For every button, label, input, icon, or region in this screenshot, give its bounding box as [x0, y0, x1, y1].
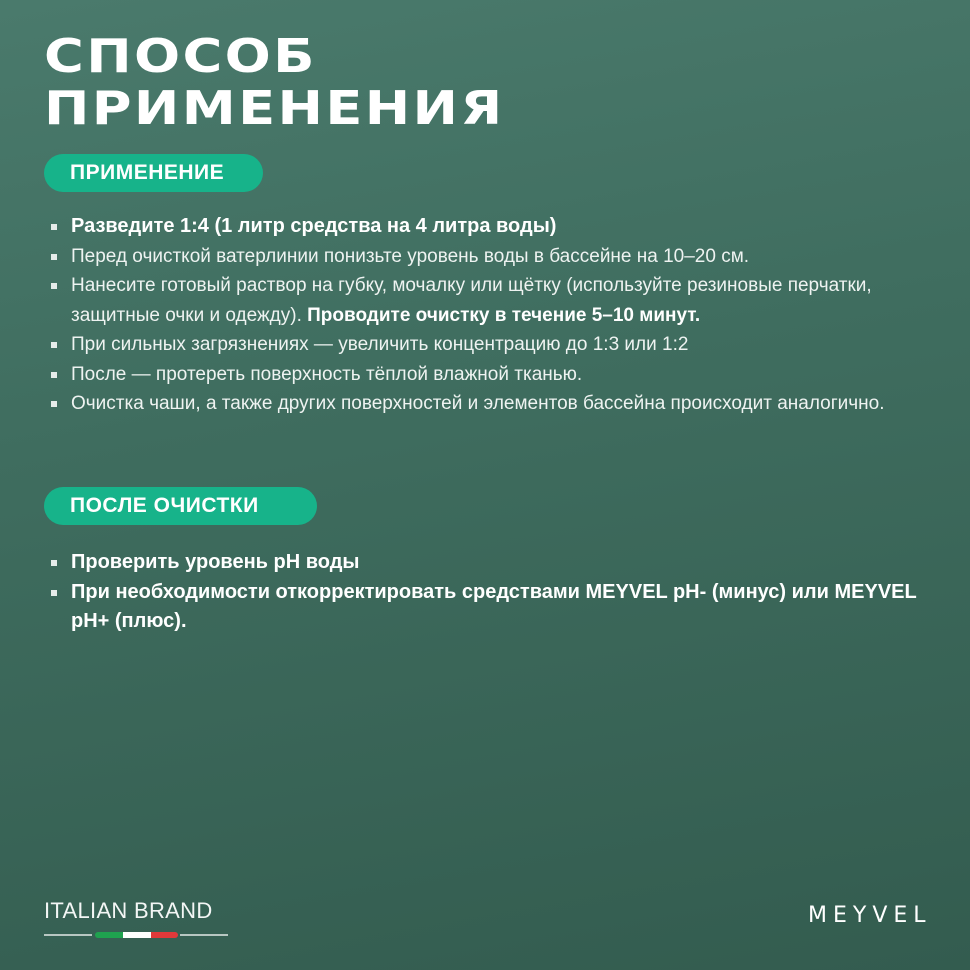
list-item — [48, 271, 928, 330]
italian-brand-badge — [44, 898, 228, 938]
page-title — [44, 30, 504, 134]
meyvel-logo: MEYVEL — [808, 903, 932, 928]
list-item: Разведите 1:4 (1 литр средства на 4 литра воды) — [48, 212, 928, 242]
flag-red-stripe — [151, 932, 178, 938]
list-item-bold-text: Проводите очистку в течение 5–10 минут. — [307, 304, 701, 326]
page-title-line2: ПРИМЕНЕНИЯ — [44, 81, 505, 135]
list-item: После — протереть поверхность тёплой влажной тканью. — [48, 360, 928, 390]
divider-line — [180, 934, 228, 936]
section-label-application: ПРИМЕНЕНИЕ — [44, 154, 263, 192]
list-item: Очистка чаши, а также других поверхностей и элементов бассейна происходит аналогично. — [48, 389, 928, 419]
after-cleaning-list — [48, 548, 928, 637]
list-item: Перед очисткой ватерлинии понизьте уровень воды в бассейне на 10–20 см. — [48, 242, 928, 272]
list-item: Проверить уровень pH воды — [48, 548, 928, 578]
divider-line — [44, 934, 92, 936]
list-item: При сильных загрязнениях — увеличить концентрацию до 1:3 или 1:2 — [48, 330, 928, 360]
italian-brand-text: ITALIAN BRAND — [44, 898, 213, 923]
application-steps-list — [48, 212, 928, 419]
flag-white-stripe — [123, 932, 151, 938]
italian-flag-icon — [44, 932, 228, 938]
list-item-text: Нанесите готовый раствор на губку, мочалку или щётку (используйте резиновые перчатки, защитные очки и одежду). — [71, 275, 872, 326]
flag-green-stripe — [95, 932, 123, 938]
page-title-line1: СПОСОБ — [44, 29, 317, 83]
section-label-after-cleaning: ПОСЛЕ ОЧИСТКИ — [44, 487, 317, 525]
list-item: При необходимости откорректировать средствами MEYVEL pH- (минус) или MEYVEL pH+ (плюс). — [48, 578, 928, 637]
